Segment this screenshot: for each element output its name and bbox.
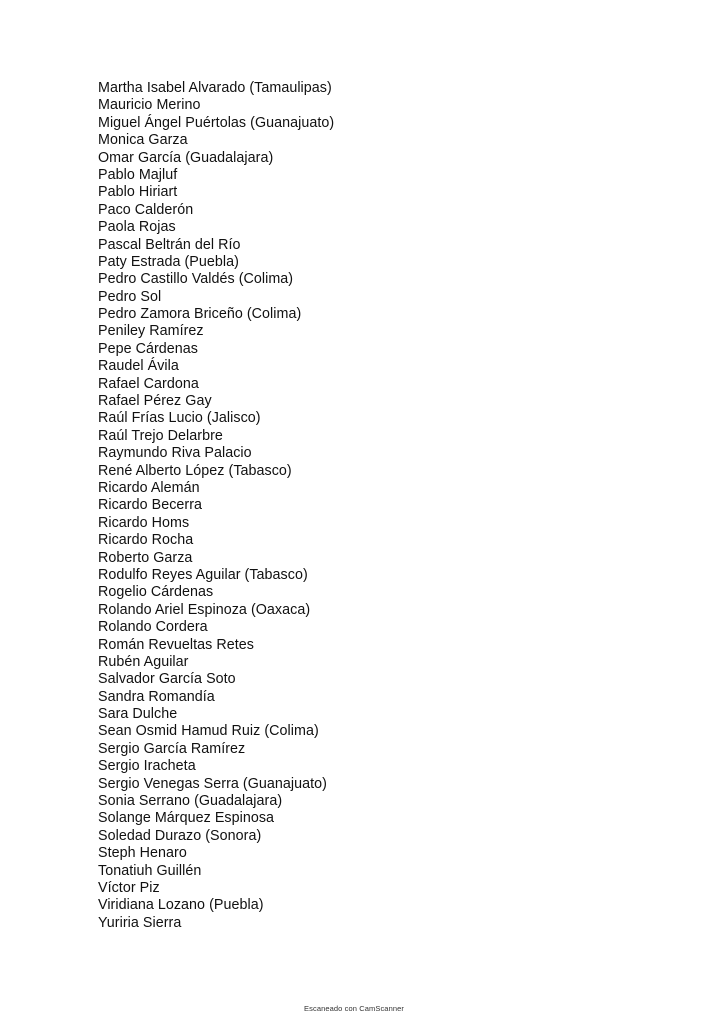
name-list-item: Raudel Ávila [98,358,179,375]
names-list [98,80,334,932]
name-list-item: Sonia Serrano (Guadalajara) [98,793,283,810]
name-list-item: Víctor Piz [98,879,160,896]
name-list-item: Steph Henaro [98,845,187,862]
name-list-item: Pedro Zamora Briceño (Colima) [98,306,302,323]
name-list-item: Mauricio Merino [98,97,201,114]
name-list-item: Yuriria Sierra [98,914,182,931]
name-list-item: Raúl Frías Lucio (Jalisco) [98,410,261,427]
name-list-item: Pascal Beltrán del Río [98,236,241,253]
scanner-footer-note: Escaneado con CamScanner [304,1004,404,1013]
name-list-item: Tonatiuh Guillén [98,862,202,879]
name-list-item: Paty Estrada (Puebla) [98,253,239,270]
name-list-item: Omar García (Guadalajara) [98,149,274,166]
name-list-item: Raúl Trejo Delarbre [98,427,223,444]
name-list-item: Pedro Sol [98,288,162,305]
name-list-item: Pablo Hiriart [98,184,178,201]
name-list-item: Román Revueltas Retes [98,636,255,653]
name-list-item: Rodulfo Reyes Aguilar (Tabasco) [98,566,308,583]
name-list-item: Pedro Castillo Valdés (Colima) [98,271,294,288]
name-list-item: Miguel Ángel Puértolas (Guanajuato) [98,114,335,131]
name-list-item: Rubén Aguilar [98,653,189,670]
name-list-item: Sean Osmid Hamud Ruiz (Colima) [98,723,319,740]
name-list-item: Rolando Cordera [98,619,208,636]
name-list-item: Ricardo Rocha [98,532,194,549]
name-list-item: Viridiana Lozano (Puebla) [98,897,264,914]
name-list-item: Pablo Majluf [98,166,178,183]
name-list-item: Ricardo Alemán [98,479,200,496]
name-list-item: Rolando Ariel Espinoza (Oaxaca) [98,601,311,618]
name-list-item: Paco Calderón [98,201,194,218]
name-list-item: Sara Dulche [98,706,178,723]
name-list-item: Sandra Romandía [98,688,215,705]
name-list-item: Soledad Durazo (Sonora) [98,827,262,844]
name-list-item: Solange Márquez Espinosa [98,810,275,827]
name-list-item: Sergio Venegas Serra (Guanajuato) [98,775,327,792]
name-list-item: Pepe Cárdenas [98,340,199,357]
name-list-item: Monica Garza [98,132,188,149]
name-list-item: Sergio García Ramírez [98,740,246,757]
name-list-item: Rafael Cardona [98,375,199,392]
name-list-item: Salvador García Soto [98,671,236,688]
name-list-item: Martha Isabel Alvarado (Tamaulipas) [98,80,332,96]
name-list-item: Peniley Ramírez [98,323,204,340]
name-list-item: Ricardo Becerra [98,497,203,514]
name-list-item: Roberto Garza [98,549,193,566]
name-list-item: René Alberto López (Tabasco) [98,462,292,479]
name-list-item: Rogelio Cárdenas [98,584,214,601]
name-list-item: Paola Rojas [98,219,176,236]
name-list-item: Raymundo Riva Palacio [98,445,252,462]
name-list-item: Ricardo Homs [98,514,190,531]
name-list-item: Sergio Iracheta [98,758,196,775]
name-list-item: Rafael Pérez Gay [98,393,212,410]
